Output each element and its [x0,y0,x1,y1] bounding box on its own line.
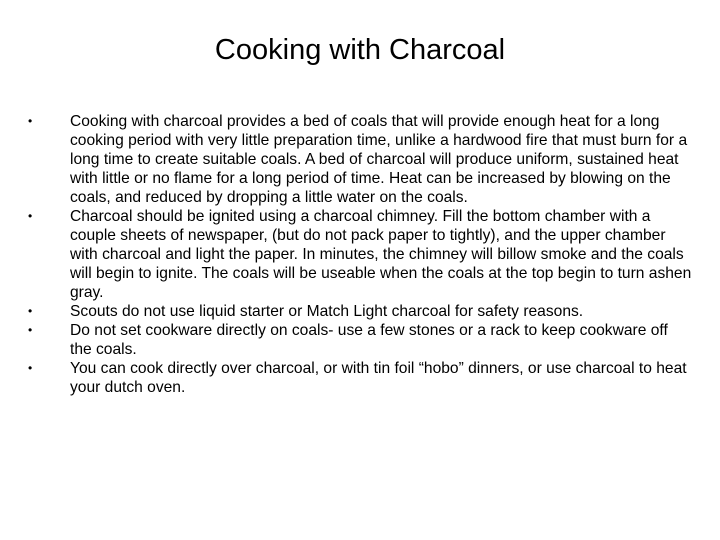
bullet-item [28,359,692,397]
bullet-list [28,112,692,397]
bullet-item [28,112,692,207]
bullet-icon: • [28,323,33,337]
bullet-icon: • [28,209,33,223]
bullet-icon: • [28,304,33,318]
bullet-item [28,321,692,359]
bullet-icon: • [28,114,33,128]
bullet-item [28,302,692,321]
bullet-text: Scouts do not use liquid starter or Match Light charcoal for safety reasons. [70,303,584,320]
slide-title: Cooking with Charcoal [214,34,506,66]
bullet-text: Charcoal should be ignited using a charcoal chimney. Fill the bottom chamber with a couple sheets of newspaper, (but do not pack paper to tightly), and the upper chamber with charcoal and light the paper. In minutes, the chimney will billow smoke and the coals will begin to ignite. The coals will be useable when the coals at the top begin to turn ashen gray. [70,208,692,301]
bullet-text: Cooking with charcoal provides a bed of coals that will provide enough heat for a long cooking period with very little preparation time, unlike a hardwood fire that must burn for a long time to create suitable coals. A bed of charcoal will produce uniform, sustained heat with little or no flame for a long period of time. Heat can be increased by blowing on the coals, and reduced by dropping a little water on the coals. [70,113,688,206]
bullet-icon: • [28,361,33,375]
bullet-text: Do not set cookware directly on coals- use a few stones or a rack to keep cookware off the coals. [70,322,668,358]
bullet-text: You can cook directly over charcoal, or with tin foil “hobo” dinners, or use charcoal to heat your dutch oven. [70,360,687,396]
bullet-item [28,207,692,302]
